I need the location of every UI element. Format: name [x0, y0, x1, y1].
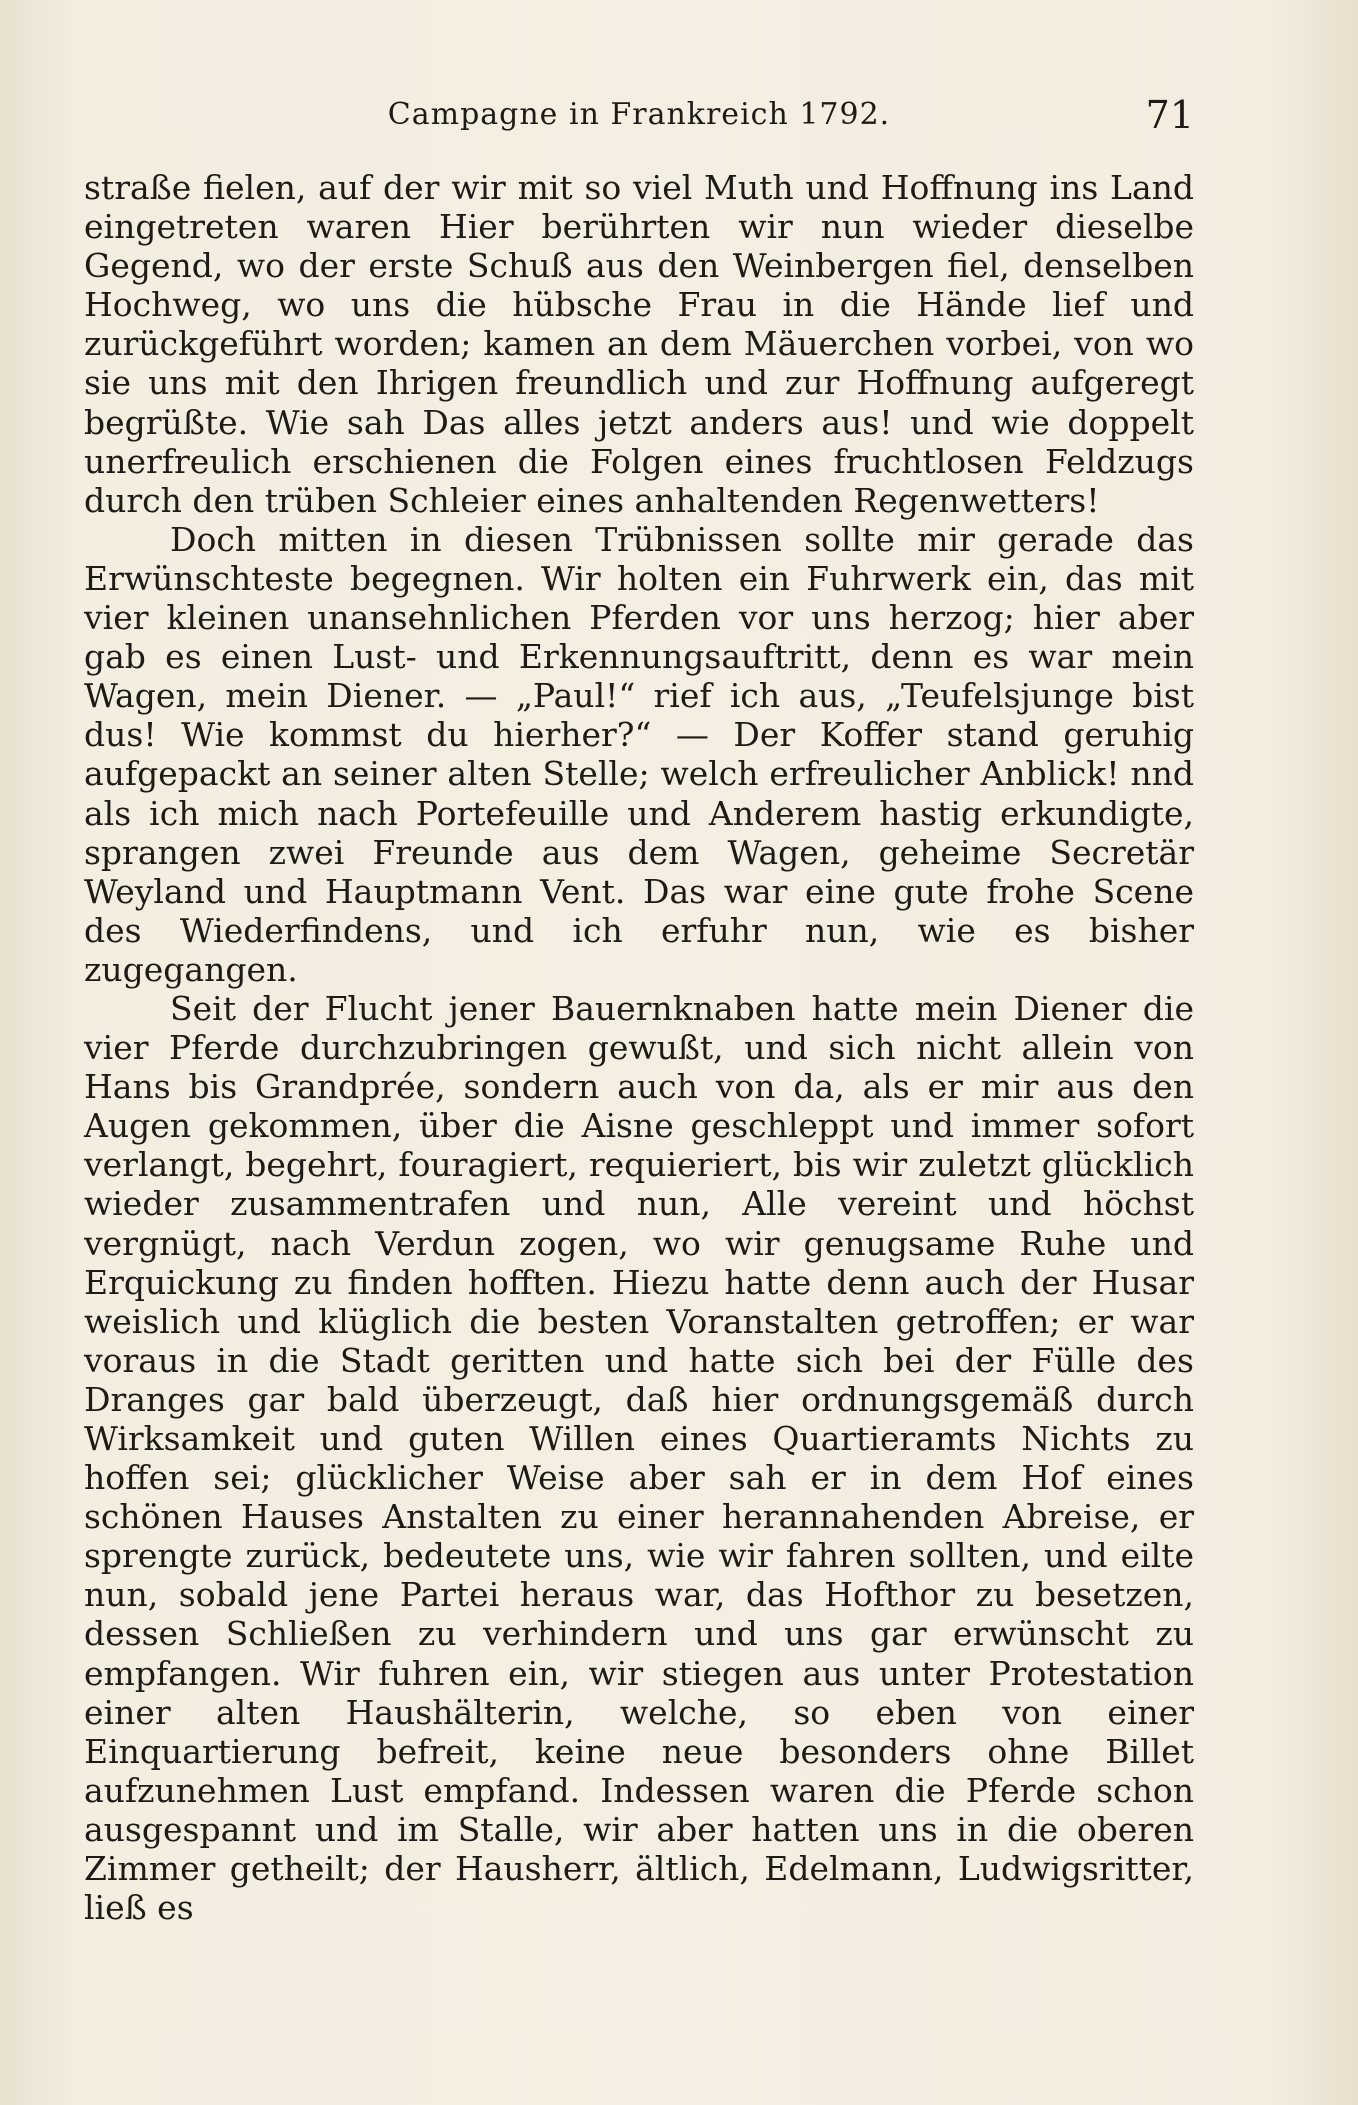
paragraph-2: Doch mitten in diesen Trübnissen sollte mir gerade das Erwünschteste begegnen. Wir holten ein Fuhrwerk ein, das mit vier kleinen unansehnlichen Pferden vor uns herzog; hier aber gab es einen Lust- und Erkennungsauftritt, denn es war mein Wagen, mein Diener. — „Paul!“ rief ich aus, „Teufelsjunge bist dus! Wie kommst du hierher?“ — Der Koffer stand geruhig aufgepackt an seiner alten Stelle; welch erfreulicher Anblick! nnd als ich mich nach Portefeuille und Anderem hastig erkundigte, sprangen zwei Freunde aus dem Wagen, geheime Secretär Weyland und Hauptmann Vent. Das war eine gute frohe Scene des Wiederfindens, und ich erfuhr nun, wie es bisher zugegangen. [84, 519, 1194, 989]
paragraph-1: straße fielen, auf der wir mit so viel Muth und Hoffnung ins Land eingetreten waren Hier berührten wir nun wieder dieselbe Gegend, wo der erste Schuß aus den Weinbergen fiel, denselben Hochweg, wo uns die hübsche Frau in die Hände lief und zurückgeführt worden; kamen an dem Mäuerchen vorbei, von wo sie uns mit den Ihrigen freundlich und zur Hoffnung aufgeregt begrüßte. Wie sah Das alles jetzt anders aus! und wie doppelt unerfreulich erschienen die Folgen eines fruchtlosen Feldzugs durch den trüben Schleier eines anhaltenden Regenwetters! [84, 168, 1194, 520]
page-header [84, 92, 1194, 138]
paragraph-3: Seit der Flucht jener Bauernknaben hatte mein Diener die vier Pferde durchzubringen gewußt, und sich nicht allein von Hans bis Grandprée, sondern auch von da, als er mir aus den Augen gekommen, über die Aisne geschleppt und immer sofort verlangt, begehrt, fouragiert, requieriert, bis wir zuletzt glücklich wieder zusammentrafen und nun, Alle vereint und höchst vergnügt, nach Verdun zogen, wo wir genugsame Ruhe und Erquickung zu finden hofften. Hiezu hatte denn auch der Husar weislich und klüglich die besten Voranstalten getroffen; er war voraus in die Stadt geritten und hatte sich bei der Fülle des Dranges gar bald überzeugt, daß hier ordnungsgemäß durch Wirksamkeit und guten Willen eines Quartieramts Nichts zu hoffen sei; glücklicher Weise aber sah er in dem Hof eines schönen Hauses Anstalten zu einer herannahenden Abreise, er sprengte zurück, bedeutete uns, wie wir fahren sollten, und eilte nun, sobald jene Partei heraus war, das Hofthor zu besetzen, dessen Schließen zu verhindern und uns gar erwünscht zu empfangen. Wir fuhren ein, wir stiegen aus unter Protestation einer alten Haushälterin, welche, so eben von einer Einquartierung befreit, keine neue besonders ohne Billet aufzunehmen Lust empfand. Indessen waren die Pferde schon ausgespannt und im Stalle, wir aber hatten uns in die oberen Zimmer getheilt; der Hausherr, ältlich, Edelmann, Ludwigsritter, ließ es [84, 988, 1194, 1928]
page-number: 71 [1145, 93, 1194, 137]
body-text [84, 168, 1194, 1927]
running-title: Campagne in Frankreich 1792. [387, 97, 891, 132]
